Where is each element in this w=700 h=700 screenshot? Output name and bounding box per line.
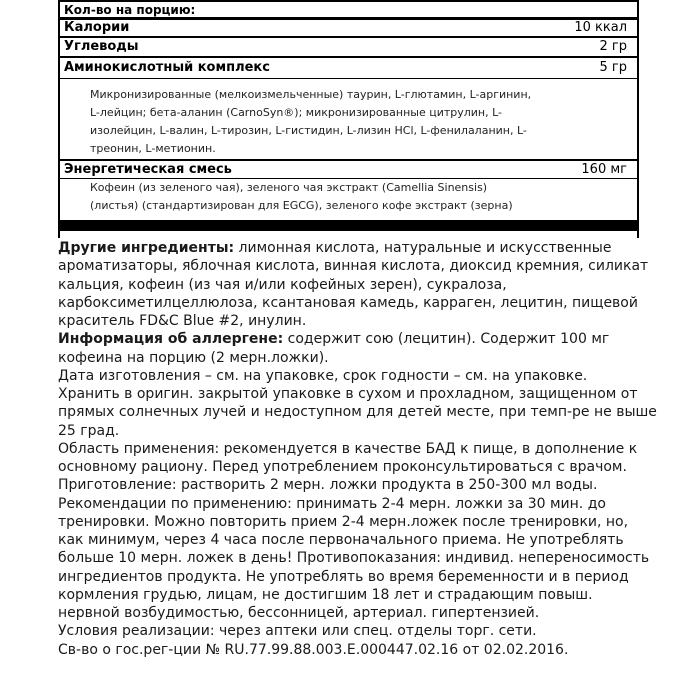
row-divider	[60, 36, 637, 38]
amino-details	[90, 86, 629, 158]
amino-detail-line: треонин, L-метионин.	[90, 142, 216, 155]
manufacture-date-paragraph: Дата изготовления – см. на упаковке, срок годности – см. на упаковке.	[58, 367, 588, 384]
per-serving-divider	[60, 17, 637, 20]
energy-divider	[60, 159, 637, 161]
label-body-text	[58, 239, 658, 659]
row-divider	[60, 56, 637, 58]
energy-label: Энергетическая смесь	[64, 162, 232, 177]
amino-detail-line: Микронизированные (мелкоизмельченные) таурин, L-глютамин, L-аргинин,	[90, 88, 532, 101]
energy-detail-line: (листья) (стандартизирован для EGCG), зеленого кофе экстракт (зерна)	[90, 199, 513, 212]
energy-value: 160 мг	[581, 162, 627, 177]
nutrition-value: 10 ккал	[574, 20, 627, 35]
registration-paragraph: Св-во о гос.рег-ции № RU.77.99.88.003.Е.000447.02.16 от 02.02.2016.	[58, 641, 569, 658]
energy-details	[90, 179, 629, 215]
other-ingredients	[58, 239, 658, 330]
row-divider	[60, 78, 637, 79]
allergen-text: содержит сою (лецитин). Содержит 100 мг кофеина на порцию (2 мерн.ложки).	[58, 331, 610, 366]
allergen-info	[58, 330, 658, 367]
supplement-facts-panel	[58, 0, 639, 238]
nutrition-value: 2 гр	[599, 39, 627, 54]
storage-paragraph: Хранить в оригин. закрытой упаковке в сухом и прохладном, защищенном от прямых солнечных лучей и недоступном для детей месте, при темп-ре не выше 25 град.	[58, 386, 657, 439]
bottom-thick-bar	[60, 220, 637, 231]
nutrition-label: Аминокислотный комплекс	[64, 60, 270, 75]
other-ingredients-heading: Другие ингредиенты:	[58, 240, 235, 256]
per-serving-label: Кол-во на порцию:	[64, 3, 196, 17]
amino-detail-line: изолейцин, L-валин, L-тирозин, L-гистидин, L-лизин HCl, L-фенилаланин, L-	[90, 124, 527, 137]
other-ingredients-text: лимонная кислота, натуральные и искусственные ароматизаторы, яблочная кислота, винная кислота, диоксид кремния, силикат кальция, кофеин (из чая и/или кофейных зерен), сукралоза, карбоксиметилцеллюлоза, ксантановая камедь, карраген, лецитин, пищевой краситель FD&C Blue #2, инулин.	[58, 240, 649, 329]
sales-conditions-paragraph: Условия реализации: через аптеки или спец. отделы торг. сети.	[58, 623, 537, 640]
top-divider	[60, 0, 637, 2]
usage-paragraph: Область применения: рекомендуется в качестве БАД к пище, в дополнение к основному рациону. Перед употреблением проконсультироваться с врачом. Приготовление: растворить 2 мерн. ложки продукта в 250-300 мл воды. Рекомендации по применению: принимать 2-4 мерн. ложки за 30 мин. до тренировки. Можно повторить прием 2-4 мерн.ложек после тренировки, но, как минимум, через 4 часа после первоначального приема. Не употреблять больше 10 мерн. ложек в день! Противопоказания: индивид. непереносимость ингредиентов продукта. Не употреблять во время беременности и в период кормления грудью, лицам, не достигшим 18 лет и страдающим повыш. нервной возбудимостью, бессонницей, артериал. гипертензией.	[58, 440, 650, 621]
nutrition-label: Углеводы	[64, 39, 139, 54]
allergen-heading: Информация об аллергене:	[58, 331, 284, 348]
amino-detail-line: L-лейцин; бета-аланин (CarnoSyn®); микронизированные цитрулин, L-	[90, 106, 503, 119]
nutrition-label: Калории	[64, 20, 130, 35]
energy-detail-line: Кофеин (из зеленого чая), зеленого чая экстракт (Camellia Sinensis)	[90, 181, 488, 194]
nutrition-value: 5 гр	[599, 60, 627, 75]
